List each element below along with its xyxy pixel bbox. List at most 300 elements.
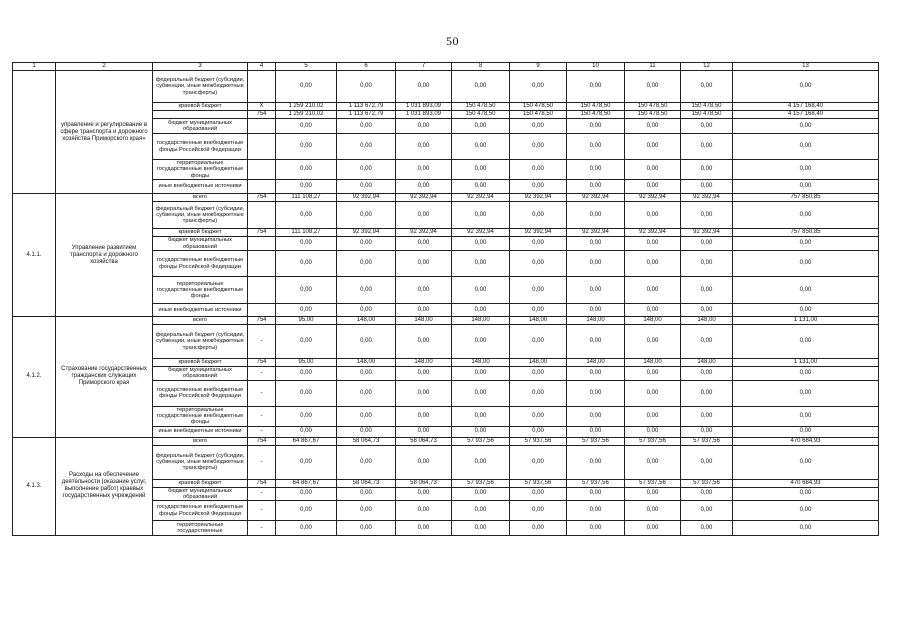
year-value: 0,00 [625,119,681,134]
year-value: 148,00 [452,317,510,325]
year-value: 150 478,50 [452,103,510,111]
column-number-row [13,63,879,71]
year-value: 0,00 [396,521,452,536]
year-value: 58 064,73 [396,437,452,445]
item-code: 4.1.2. [13,317,56,438]
year-value: 0,00 [276,71,337,103]
year-value: 0,00 [681,406,733,426]
year-value: 0,00 [337,521,396,536]
administrator-code [248,134,276,160]
year-value: 0,00 [276,380,337,406]
year-value: 0,00 [452,277,510,304]
table-row [13,71,879,103]
year-value: 92 392,94 [625,194,681,202]
funding-source: федеральный бюджет (субсидии, субвенции, иные межбюджетные трансферты) [153,202,248,229]
year-value: 0,00 [452,501,510,521]
item-code [13,71,56,194]
administrator-code: 754 [248,229,276,237]
total-value: 757 850,85 [733,229,879,237]
year-value: 0,00 [625,160,681,180]
year-value: 57 937,56 [452,479,510,487]
year-value: 0,00 [337,501,396,521]
year-value: 0,00 [276,487,337,501]
year-value: 0,00 [625,445,681,479]
year-value: 150 478,50 [681,111,733,119]
year-value: 57 937,56 [510,479,567,487]
year-value: 111 108,27 [276,194,337,202]
year-value: 0,00 [510,277,567,304]
administrator-code: - [248,521,276,536]
funding-source: всего [153,437,248,445]
year-value: 0,00 [681,367,733,381]
year-value: 0,00 [452,134,510,160]
year-value: 92 392,94 [396,194,452,202]
year-value: 0,00 [567,237,625,251]
year-value: 0,00 [625,325,681,359]
year-value: 0,00 [625,71,681,103]
year-value: 0,00 [567,406,625,426]
item-name: управление и регулирование в сфере транспорта и дорожного хозяйства Приморского края» [56,71,153,194]
funding-source: государственные внебюджетные фонды Российской Федерации [153,501,248,521]
funding-source: краевой бюджет [153,103,248,111]
total-value: 1 131,00 [733,317,879,325]
year-value: 0,00 [337,160,396,180]
year-value: 0,00 [276,304,337,317]
item-name: Расходы на обеспечение деятельности (оказание услуг, выполнение работ) краевых государственных учреждений [56,437,153,536]
year-value: 0,00 [337,426,396,437]
year-value: 92 392,94 [681,229,733,237]
year-value: 0,00 [452,251,510,277]
year-value: 1 259 210,02 [276,111,337,119]
year-value: 0,00 [625,237,681,251]
administrator-code: X [248,103,276,111]
year-value: 0,00 [276,251,337,277]
year-value: 57 937,56 [681,437,733,445]
administrator-code: 754 [248,194,276,202]
funding-source: бюджет муниципальных образований [153,367,248,381]
year-value: 0,00 [510,521,567,536]
funding-source: государственные внебюджетные фонды Российской Федерации [153,380,248,406]
year-value: 0,00 [337,134,396,160]
administrator-code: - [248,445,276,479]
year-value: 1 113 672,79 [337,111,396,119]
year-value: 0,00 [276,406,337,426]
year-value: 0,00 [681,160,733,180]
year-value: 0,00 [510,160,567,180]
year-value: 0,00 [452,119,510,134]
funding-source: федеральный бюджет (субсидии, субвенции, иные межбюджетные трансферты) [153,325,248,359]
year-value: 0,00 [681,501,733,521]
year-value: 0,00 [396,237,452,251]
year-value: 0,00 [452,521,510,536]
year-value: 0,00 [681,277,733,304]
administrator-code: - [248,426,276,437]
year-value: 0,00 [625,406,681,426]
funding-source: краевой бюджет [153,359,248,367]
year-value: 0,00 [625,134,681,160]
table-row [13,194,879,202]
year-value: 0,00 [510,487,567,501]
page-number: 50 [446,34,459,48]
year-value: 57 937,56 [681,479,733,487]
year-value: 0,00 [681,426,733,437]
year-value: 0,00 [452,180,510,194]
column-number: 6 [337,63,396,71]
administrator-code: 754 [248,317,276,325]
funding-source: федеральный бюджет (субсидии, субвенции, иные межбюджетные трансферты) [153,71,248,103]
year-value: 0,00 [276,426,337,437]
year-value: 0,00 [681,119,733,134]
item-code: 4.1.3. [13,437,56,536]
total-value: 0,00 [733,406,879,426]
year-value: 0,00 [510,445,567,479]
year-value: 57 937,56 [567,479,625,487]
funding-source: бюджет муниципальных образований [153,119,248,134]
year-value: 0,00 [396,445,452,479]
year-value: 0,00 [396,202,452,229]
year-value: 0,00 [396,304,452,317]
year-value: 0,00 [567,71,625,103]
year-value: 148,00 [337,359,396,367]
year-value: 0,00 [452,380,510,406]
year-value: 0,00 [567,277,625,304]
year-value: 0,00 [337,325,396,359]
year-value: 0,00 [337,304,396,317]
year-value: 0,00 [452,160,510,180]
year-value: 0,00 [452,202,510,229]
year-value: 92 392,94 [510,194,567,202]
funding-source: иные внебюджетные источники [153,304,248,317]
year-value: 57 937,56 [452,437,510,445]
year-value: 0,00 [337,367,396,381]
year-value: 0,00 [567,487,625,501]
column-number: 8 [452,63,510,71]
total-value: 0,00 [733,180,879,194]
year-value: 150 478,50 [510,111,567,119]
funding-source: территориальные государственные внебюджетные фонды [153,160,248,180]
column-number: 2 [56,63,153,71]
year-value: 150 478,50 [567,103,625,111]
year-value: 0,00 [567,180,625,194]
year-value: 0,00 [452,367,510,381]
year-value: 0,00 [567,426,625,437]
column-number: 4 [248,63,276,71]
year-value: 150 478,50 [510,103,567,111]
year-value: 0,00 [510,119,567,134]
year-value: 148,00 [681,317,733,325]
year-value: 0,00 [337,119,396,134]
year-value: 0,00 [276,134,337,160]
total-value: 0,00 [733,445,879,479]
year-value: 0,00 [276,445,337,479]
year-value: 92 392,94 [567,229,625,237]
year-value: 0,00 [396,406,452,426]
funding-source: краевой бюджет [153,479,248,487]
year-value: 111 108,27 [276,229,337,237]
year-value: 150 478,50 [567,111,625,119]
year-value: 0,00 [625,521,681,536]
total-value: 0,00 [733,426,879,437]
year-value: 0,00 [510,367,567,381]
year-value: 0,00 [452,325,510,359]
administrator-code [248,119,276,134]
administrator-code: - [248,501,276,521]
year-value: 0,00 [681,521,733,536]
year-value: 0,00 [681,134,733,160]
year-value: 0,00 [567,119,625,134]
year-value: 0,00 [567,521,625,536]
year-value: 0,00 [396,71,452,103]
table-row [13,437,879,445]
year-value: 92 392,94 [510,229,567,237]
administrator-code: - [248,380,276,406]
funding-source: бюджет муниципальных образований [153,237,248,251]
year-value: 150 478,50 [625,103,681,111]
year-value: 148,00 [567,359,625,367]
funding-source: федеральный бюджет (субсидии, субвенции, иные межбюджетные трансферты) [153,445,248,479]
year-value: 0,00 [276,501,337,521]
year-value: 148,00 [510,317,567,325]
year-value: 0,00 [452,71,510,103]
year-value: 0,00 [276,119,337,134]
year-value: 148,00 [681,359,733,367]
funding-source: всего [153,317,248,325]
year-value: 0,00 [396,180,452,194]
column-number: 9 [510,63,567,71]
total-value: 0,00 [733,487,879,501]
year-value: 58 064,73 [396,479,452,487]
year-value: 1 113 672,79 [337,103,396,111]
year-value: 57 937,56 [567,437,625,445]
funding-source: иные внебюджетные источники [153,180,248,194]
year-value: 0,00 [625,277,681,304]
year-value: 92 392,94 [396,229,452,237]
year-value: 0,00 [567,160,625,180]
year-value: 92 392,94 [337,194,396,202]
year-value: 148,00 [337,317,396,325]
item-name: Страхование государственных гражданских служащих Приморского края [56,317,153,438]
year-value: 148,00 [567,317,625,325]
year-value: 0,00 [681,251,733,277]
year-value: 92 392,94 [567,194,625,202]
year-value: 0,00 [452,406,510,426]
year-value: 148,00 [510,359,567,367]
year-value: 0,00 [452,304,510,317]
year-value: 0,00 [396,487,452,501]
total-value: 0,00 [733,119,879,134]
year-value: 0,00 [510,180,567,194]
total-value: 0,00 [733,501,879,521]
column-number: 5 [276,63,337,71]
administrator-code: - [248,406,276,426]
year-value: 0,00 [396,426,452,437]
year-value: 0,00 [567,134,625,160]
funding-source: иные внебюджетные источники [153,426,248,437]
administrator-code [248,160,276,180]
year-value: 0,00 [396,119,452,134]
total-value: 0,00 [733,277,879,304]
year-value: 0,00 [510,134,567,160]
year-value: 0,00 [567,202,625,229]
year-value: 0,00 [681,180,733,194]
item-code: 4.1.1. [13,194,56,317]
year-value: 0,00 [396,251,452,277]
administrator-code [248,277,276,304]
year-value: 64 867,67 [276,479,337,487]
year-value: 0,00 [625,426,681,437]
year-value: 148,00 [396,317,452,325]
year-value: 150 478,50 [452,111,510,119]
year-value: 0,00 [452,487,510,501]
total-value: 0,00 [733,325,879,359]
year-value: 0,00 [681,71,733,103]
year-value: 58 064,73 [337,437,396,445]
year-value: 92 392,94 [681,194,733,202]
year-value: 0,00 [452,237,510,251]
total-value: 0,00 [733,160,879,180]
year-value: 0,00 [681,325,733,359]
year-value: 0,00 [625,367,681,381]
funding-source: государственные внебюджетные фонды Российской Федерации [153,251,248,277]
administrator-code: - [248,325,276,359]
year-value: 0,00 [625,487,681,501]
year-value: 92 392,94 [452,194,510,202]
year-value: 0,00 [510,426,567,437]
year-value: 0,00 [337,487,396,501]
year-value: 0,00 [396,367,452,381]
year-value: 150 478,50 [625,111,681,119]
year-value: 0,00 [337,277,396,304]
total-value: 470 684,93 [733,479,879,487]
year-value: 0,00 [681,487,733,501]
year-value: 150 478,50 [681,103,733,111]
year-value: 0,00 [625,501,681,521]
year-value: 0,00 [337,251,396,277]
total-value: 0,00 [733,237,879,251]
column-number: 1 [13,63,56,71]
year-value: 148,00 [625,359,681,367]
total-value: 0,00 [733,521,879,536]
funding-source: территориальные государственные [153,521,248,536]
year-value: 0,00 [510,406,567,426]
year-value: 0,00 [681,202,733,229]
year-value: 0,00 [276,325,337,359]
column-number: 3 [153,63,248,71]
column-number: 11 [625,63,681,71]
year-value: 0,00 [681,237,733,251]
administrator-code: 754 [248,479,276,487]
funding-source: территориальные государственные внебюджетные фонды [153,406,248,426]
year-value: 0,00 [276,237,337,251]
year-value: 0,00 [567,325,625,359]
year-value: 0,00 [276,277,337,304]
column-number: 7 [396,63,452,71]
year-value: 0,00 [396,160,452,180]
funding-source: бюджет муниципальных образований [153,487,248,501]
funding-source: государственные внебюджетные фонды Российской Федерации [153,134,248,160]
year-value: 0,00 [567,304,625,317]
column-number: 10 [567,63,625,71]
year-value: 0,00 [510,71,567,103]
year-value: 0,00 [625,380,681,406]
total-value: 1 131,00 [733,359,879,367]
administrator-code: 754 [248,437,276,445]
year-value: 0,00 [510,380,567,406]
total-value: 4 157 168,40 [733,103,879,111]
year-value: 0,00 [567,367,625,381]
year-value: 1 259 210,02 [276,103,337,111]
year-value: 0,00 [452,445,510,479]
administrator-code [248,304,276,317]
year-value: 0,00 [337,237,396,251]
column-number: 13 [733,63,879,71]
year-value: 0,00 [396,501,452,521]
item-name: Управление развитием транспорта и дорожного хозяйства [56,194,153,317]
year-value: 57 937,56 [510,437,567,445]
administrator-code [248,71,276,103]
year-value: 0,00 [625,202,681,229]
year-value: 57 937,56 [625,479,681,487]
year-value: 0,00 [625,180,681,194]
year-value: 0,00 [396,325,452,359]
total-value: 757 850,85 [733,194,879,202]
total-value: 0,00 [733,380,879,406]
year-value: 0,00 [276,521,337,536]
year-value: 0,00 [510,501,567,521]
year-value: 0,00 [276,180,337,194]
administrator-code [248,237,276,251]
total-value: 4 157 168,40 [733,111,879,119]
year-value: 0,00 [510,251,567,277]
administrator-code [248,202,276,229]
year-value: 0,00 [567,380,625,406]
total-value: 0,00 [733,202,879,229]
year-value: 0,00 [396,134,452,160]
total-value: 0,00 [733,251,879,277]
year-value: 0,00 [625,304,681,317]
budget-table [12,62,879,536]
administrator-code [248,180,276,194]
table-row [13,317,879,325]
administrator-code: 754 [248,359,276,367]
total-value: 0,00 [733,71,879,103]
year-value: 0,00 [276,202,337,229]
administrator-code: - [248,487,276,501]
total-value: 0,00 [733,367,879,381]
year-value: 148,00 [625,317,681,325]
year-value: 0,00 [337,180,396,194]
funding-source: краевой бюджет [153,229,248,237]
year-value: 0,00 [510,237,567,251]
year-value: 0,00 [396,277,452,304]
year-value: 0,00 [337,445,396,479]
year-value: 0,00 [567,445,625,479]
year-value: 0,00 [510,325,567,359]
year-value: 0,00 [625,251,681,277]
year-value: 95,00 [276,317,337,325]
funding-source: территориальные государственные внебюджетные фонды [153,277,248,304]
total-value: 0,00 [733,304,879,317]
year-value: 1 031 893,09 [396,103,452,111]
year-value: 0,00 [337,406,396,426]
funding-source [153,111,248,119]
year-value: 0,00 [567,501,625,521]
year-value: 58 064,73 [337,479,396,487]
year-value: 0,00 [510,202,567,229]
administrator-code: - [248,367,276,381]
column-number: 12 [681,63,733,71]
year-value: 148,00 [396,359,452,367]
